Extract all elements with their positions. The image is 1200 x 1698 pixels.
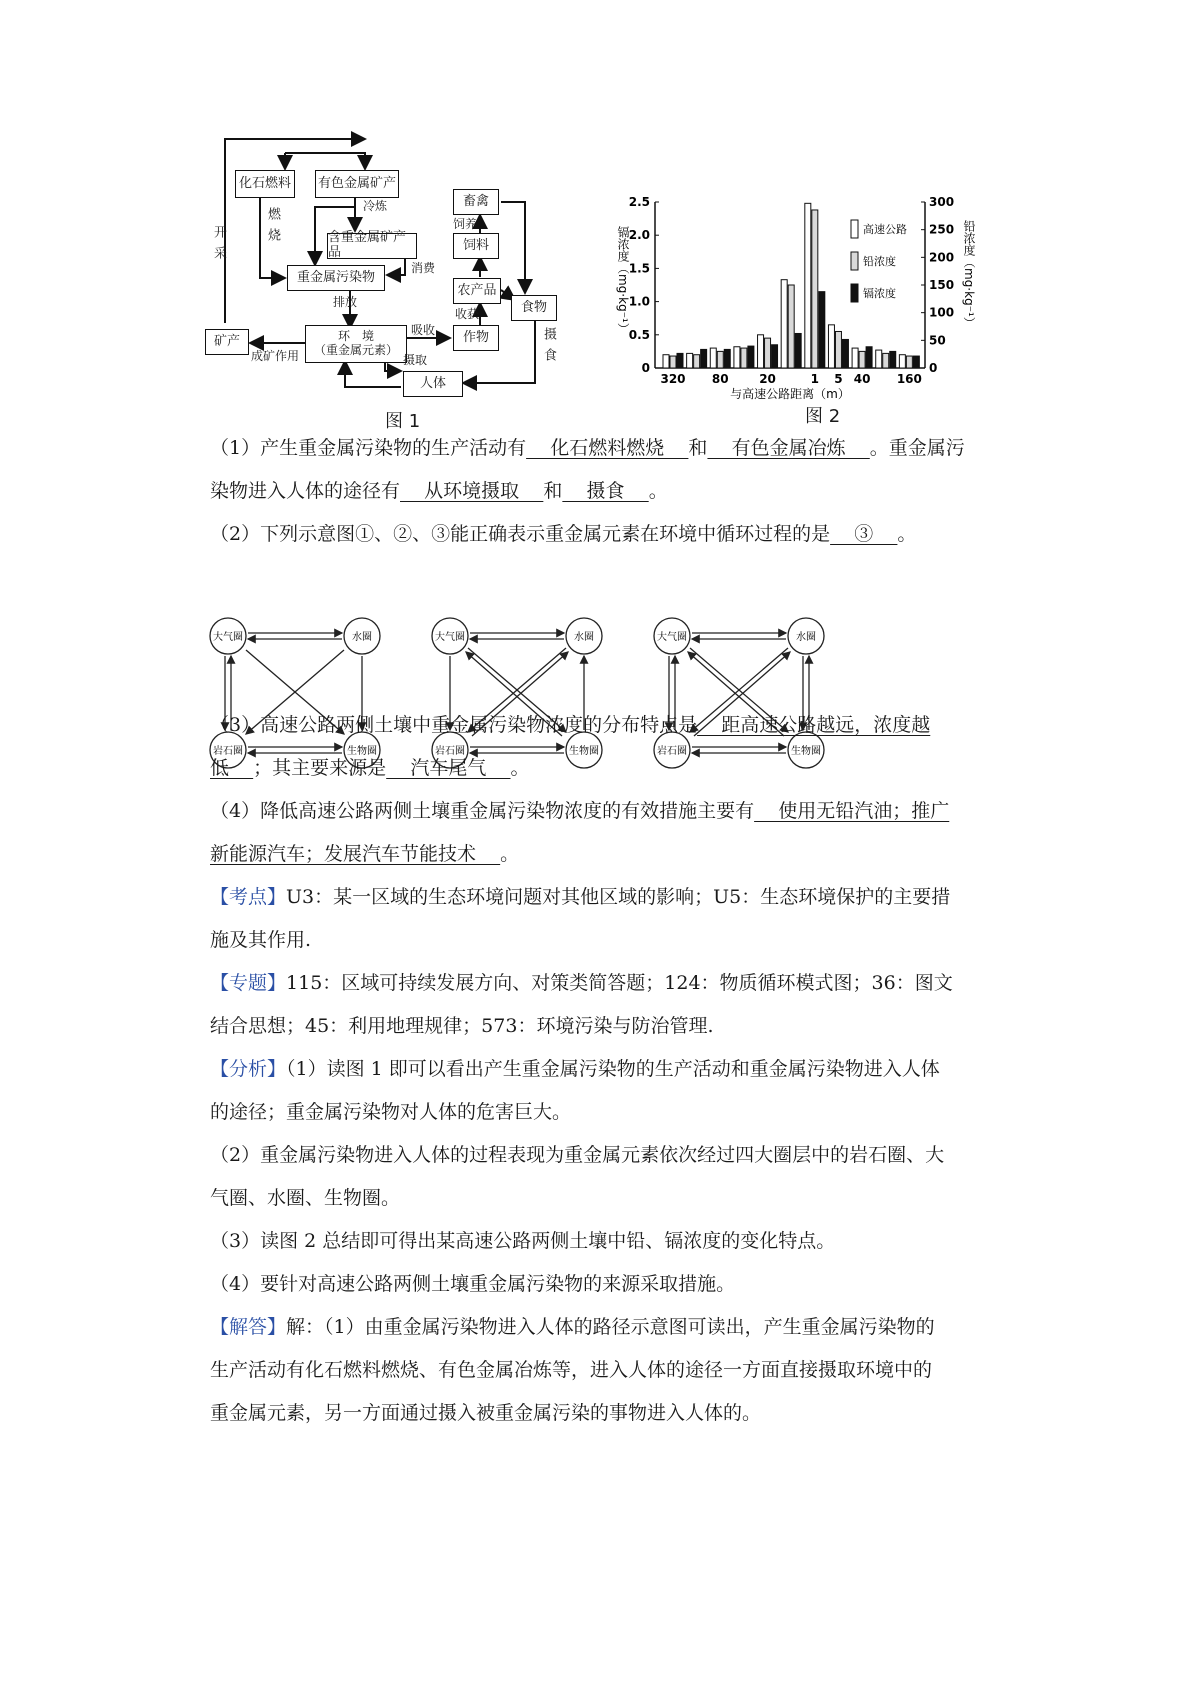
bar-镉浓度	[842, 339, 848, 368]
q1-line2	[210, 478, 1040, 504]
box-ore-products: 含重金属矿产品	[327, 233, 417, 259]
q1-and: 和	[688, 437, 708, 459]
bar-铅浓度	[741, 348, 747, 368]
bar-高速公路	[828, 325, 834, 368]
y-tick-label-right: 250	[929, 222, 955, 237]
circle-atmosphere-label: 大气圈	[435, 632, 465, 643]
zhuanti-line1	[210, 970, 1040, 996]
bar-铅浓度	[670, 356, 676, 368]
legend-swatch	[851, 220, 858, 238]
circle-atmosphere-label: 大气圈	[213, 632, 243, 643]
bar-高速公路	[734, 347, 740, 368]
q3-text: （3）高速公路两侧土壤中重金属污染物浓度的分布特点是	[210, 714, 698, 736]
fenxi-line4: 气圈、水圈、生物圈。	[210, 1187, 401, 1209]
y-tick-label-right: 0	[929, 361, 938, 375]
bar-镉浓度	[890, 351, 896, 368]
bar-铅浓度	[859, 351, 865, 368]
box-pollutants: 重金属污染物	[287, 265, 385, 291]
chart-svg	[616, 190, 1045, 470]
fenxi-line2: 的途径；重金属污染物对人体的危害巨大。	[210, 1101, 572, 1123]
circle-hydrosphere-label: 水圈	[796, 632, 816, 643]
circle-biosphere-label: 生物圈	[569, 746, 599, 757]
q1-answer-1: 化石燃料燃烧	[526, 437, 689, 459]
q1-answer-4: 摄食	[562, 480, 649, 502]
jieda-text: 解：（1）由重金属污染物进入人体的路径示意图可读出，产生重金属污染物的	[286, 1316, 935, 1338]
fenxi-line1	[210, 1056, 1040, 1082]
box-feed: 饲料	[453, 233, 499, 259]
box-ore: 矿产	[205, 329, 249, 355]
bar-镉浓度	[866, 347, 872, 368]
legend-label: 镉浓度	[863, 287, 896, 300]
q1-text-tail: 。重金属污	[869, 437, 965, 459]
figure2-bar-chart	[616, 190, 1045, 470]
env-line1: 环 境	[337, 329, 374, 344]
x-tick-label: 1	[810, 372, 819, 386]
label-harvest: 收获	[455, 307, 480, 321]
y-tick-label-left: 2.5	[628, 195, 650, 209]
q2-text: （2）下列示意图①、②、③能正确表示重金属元素在环境中循环过程的是	[210, 523, 831, 545]
x-tick-label: 20	[759, 372, 776, 386]
label-mining: 开采	[211, 225, 226, 267]
bar-高速公路	[687, 353, 693, 368]
jieda-line1	[210, 1314, 1040, 1340]
fenxi-line5: （3）读图 2 总结即可得出某高速公路两侧土壤中铅、镉浓度的变化特点。	[210, 1230, 836, 1252]
box-livestock: 畜禽	[453, 189, 499, 215]
q1-text-2: 染物进入人体的途径有	[210, 480, 401, 502]
q3-answer-2: 汽车尾气	[386, 757, 511, 779]
label-intake: 摄取	[403, 353, 428, 367]
box-environment	[305, 325, 407, 363]
q3-mid: ；其主要来源是	[253, 757, 387, 779]
zhuanti-line2: 结合思想；45：利用地理规律；573：环境污染与防治管理.	[210, 1015, 714, 1037]
kaodian-line2: 施及其作用.	[210, 929, 312, 951]
legend-label: 高速公路	[863, 223, 907, 236]
fenxi-text: （1）读图 1 即可以看出产生重金属污染物的生产活动和重金属污染物进入人体	[286, 1058, 940, 1080]
bar-镉浓度	[913, 356, 919, 368]
y-tick-label-right: 100	[929, 305, 955, 320]
q4-answer-1b: 新能源汽车；发展汽车节能技术	[210, 843, 501, 865]
bar-高速公路	[758, 335, 764, 368]
bar-高速公路	[805, 203, 811, 368]
bar-铅浓度	[788, 285, 794, 368]
q1-answer-3: 从环境摄取	[400, 480, 544, 502]
x-tick-label: 80	[711, 372, 729, 386]
y-axis-label-right: 铅浓度（mg·kg⁻¹）	[962, 220, 976, 329]
cycle-diagrams	[212, 618, 852, 768]
bar-铅浓度	[906, 356, 912, 368]
q3-end: 。	[510, 757, 530, 779]
x-axis-label: 与高速公路距离（m）	[730, 387, 850, 401]
bar-高速公路	[852, 348, 858, 368]
label-consume: 消费	[411, 261, 436, 275]
bar-镉浓度	[724, 349, 730, 368]
label-smelting: 冷炼	[363, 199, 388, 213]
y-axis-label-left: 镉浓度（mg·kg⁻¹）	[616, 226, 630, 335]
y-tick-label-left: 0	[641, 361, 650, 375]
bar-镉浓度	[819, 292, 825, 368]
zhuanti-text: 115：区域可持续发展方向、对策类简答题；124：物质循环模式图；36：图文	[286, 972, 953, 994]
fenxi-tag: 【分析】	[210, 1058, 287, 1080]
y-tick-label-right: 150	[929, 278, 955, 292]
bar-高速公路	[781, 280, 787, 368]
figure1-caption: 图 1	[385, 411, 421, 432]
box-human: 人体	[403, 371, 463, 397]
q1-line1	[210, 435, 1040, 461]
label-ingest: 摄食	[541, 327, 556, 369]
x-tick-label: 5	[834, 372, 843, 386]
y-tick-label-left: 0.5	[628, 327, 650, 342]
y-tick-label-left: 1.0	[628, 294, 650, 309]
figure1-flow-diagram	[205, 145, 605, 465]
box-crops: 作物	[453, 325, 499, 351]
jieda-line3: 重金属元素，另一方面通过摄入被重金属污染的事物进入人体的。	[210, 1402, 762, 1424]
jieda-line2: 生产活动有化石燃料燃烧、有色金属冶炼等，进入人体的途径一方面直接摄取环境中的	[210, 1359, 933, 1381]
q3-answer-1a: 距高速公路越远，浓度越	[697, 714, 931, 736]
y-tick-label-left: 1.5	[628, 261, 650, 276]
bar-高速公路	[899, 355, 905, 368]
q4-end: 。	[500, 843, 520, 865]
circle-biosphere-label: 生物圈	[791, 746, 821, 757]
figure2-caption: 图 2	[805, 406, 841, 427]
x-tick-label: 40	[853, 372, 871, 386]
q1-end: 。	[648, 480, 668, 502]
q1-answer-2: 有色金属冶炼	[707, 437, 870, 459]
q1-and-2: 和	[543, 480, 563, 502]
circle-atmosphere-label: 大气圈	[657, 632, 687, 643]
kaodian-tag: 【考点】	[210, 886, 287, 908]
bar-镉浓度	[701, 349, 707, 368]
q4-text: （4）降低高速公路两侧土壤重金属污染物浓度的有效措施主要有	[210, 800, 755, 822]
q2-answer: ③	[830, 523, 898, 545]
y-tick-label-right: 200	[929, 250, 955, 265]
kaodian-text: U3：某一区域的生态环境问题对其他区域的影响；U5：生态环境保护的主要措	[286, 886, 951, 908]
bar-铅浓度	[835, 331, 841, 368]
q4-line2	[210, 841, 1040, 867]
box-food: 食物	[511, 295, 557, 321]
q2-line	[210, 521, 1040, 547]
q3-line2	[210, 755, 1040, 781]
label-burning: 燃烧	[265, 207, 280, 249]
fenxi-line6: （4）要针对高速公路两侧土壤重金属污染物的来源采取措施。	[210, 1273, 736, 1295]
y-tick-label-right: 300	[929, 195, 955, 209]
bar-镉浓度	[677, 353, 683, 368]
q2-end: 。	[897, 523, 917, 545]
bar-镉浓度	[795, 333, 801, 368]
box-fossil-fuel: 化石燃料	[235, 170, 295, 198]
bar-高速公路	[663, 355, 669, 368]
bar-铅浓度	[765, 338, 771, 368]
legend-label: 铅浓度	[863, 255, 896, 268]
label-feeding: 饲养	[453, 217, 478, 231]
label-discharge: 排放	[333, 295, 358, 309]
circle-biosphere-label: 生物圈	[347, 746, 377, 757]
x-tick-label: 320	[660, 372, 686, 386]
kaodian-line1	[210, 884, 1040, 910]
fenxi-line3: （2）重金属污染物进入人体的过程表现为重金属元素依次经过四大圈层中的岩石圈、大	[210, 1144, 945, 1166]
bar-镉浓度	[748, 346, 754, 368]
bar-高速公路	[710, 348, 716, 368]
bar-高速公路	[876, 350, 882, 368]
q3-line1	[210, 712, 1040, 738]
bar-铅浓度	[717, 351, 723, 368]
y-tick-label-right: 50	[929, 333, 946, 348]
label-mineralize: 成矿作用	[251, 349, 300, 363]
circle-hydrosphere-label: 水圈	[574, 632, 594, 643]
circle-lithosphere-label: 岩石圈	[657, 746, 687, 757]
legend-swatch	[851, 252, 858, 270]
env-line2: （重金属元素）	[313, 343, 398, 357]
jieda-tag: 【解答】	[210, 1316, 287, 1338]
q3-answer-1b: 低	[210, 757, 254, 779]
bar-铅浓度	[883, 353, 889, 368]
bar-铅浓度	[694, 355, 700, 368]
zhuanti-tag: 【专题】	[210, 972, 287, 994]
bar-镉浓度	[772, 345, 778, 368]
circle-lithosphere-label: 岩石圈	[213, 746, 243, 757]
x-tick-label: 160	[896, 372, 922, 386]
box-agri-products: 农产品	[453, 278, 501, 304]
legend-swatch	[851, 284, 858, 302]
label-absorb: 吸收	[411, 323, 436, 337]
q1-text: （1）产生重金属污染物的生产活动有	[210, 437, 527, 459]
cycles-svg	[212, 618, 852, 768]
circle-hydrosphere-label: 水圈	[352, 632, 372, 643]
y-tick-label-left: 2.0	[628, 228, 650, 243]
bar-铅浓度	[812, 210, 818, 368]
circle-lithosphere-label: 岩石圈	[435, 746, 465, 757]
box-nonferrous-ore: 有色金属矿产	[315, 170, 399, 198]
q4-line1	[210, 798, 1040, 824]
q4-answer-1a: 使用无铅汽油；推广	[754, 800, 950, 822]
